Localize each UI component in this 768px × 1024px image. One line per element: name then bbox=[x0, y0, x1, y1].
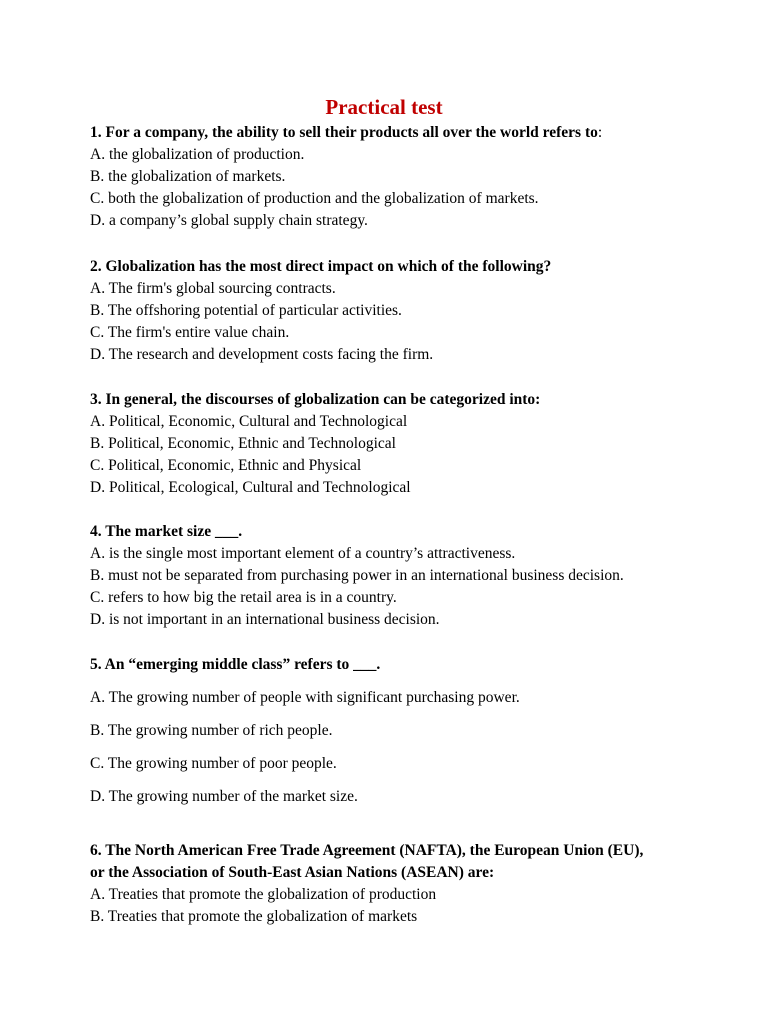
answer-option: B. The offshoring potential of particular activities. bbox=[90, 302, 402, 319]
answer-option: D. The research and development costs facing the firm. bbox=[90, 346, 434, 363]
answer-option: D. is not important in an international business decision. bbox=[90, 611, 440, 628]
question-stem-line-2: or the Association of South-East Asian Nations (ASEAN) are: bbox=[90, 864, 495, 881]
answer-option: A. Political, Economic, Cultural and Technological bbox=[90, 413, 408, 430]
answer-option: B. Treaties that promote the globalization of markets bbox=[90, 908, 418, 925]
answer-option: B. the globalization of markets. bbox=[90, 168, 286, 185]
question-3 bbox=[90, 389, 710, 499]
answer-option: C. The growing number of poor people. bbox=[90, 755, 337, 772]
answer-option: B. Political, Economic, Ethnic and Technological bbox=[90, 435, 396, 452]
answer-option: C. The firm's entire value chain. bbox=[90, 324, 290, 341]
answer-option: C. both the globalization of production and the globalization of markets. bbox=[90, 190, 539, 207]
page-title: Practical test bbox=[325, 95, 443, 119]
answer-option: C. Political, Economic, Ethnic and Physical bbox=[90, 457, 362, 474]
answer-option: D. a company’s global supply chain strategy. bbox=[90, 212, 368, 229]
question-stem: 4. The market size ___. bbox=[90, 523, 243, 540]
question-6 bbox=[90, 840, 730, 928]
question-stem-line-1: 6. The North American Free Trade Agreement (NAFTA), the European Union (EU), bbox=[90, 842, 644, 859]
answer-option: B. must not be separated from purchasing power in an international business decision. bbox=[90, 567, 624, 584]
question-1 bbox=[90, 122, 710, 232]
question-stem bbox=[90, 122, 710, 144]
question-4 bbox=[90, 521, 710, 631]
answer-option: D. Political, Ecological, Cultural and Technological bbox=[90, 479, 411, 496]
question-2 bbox=[90, 256, 710, 366]
answer-option: A. The growing number of people with significant purchasing power. bbox=[90, 689, 520, 706]
question-stem-text: 1. For a company, the ability to sell their products all over the world refers to bbox=[90, 124, 598, 141]
answer-option: B. The growing number of rich people. bbox=[90, 722, 333, 739]
answer-option: A. The firm's global sourcing contracts. bbox=[90, 280, 336, 297]
question-stem: 3. In general, the discourses of globalization can be categorized into: bbox=[90, 391, 541, 408]
question-5 bbox=[90, 654, 710, 808]
question-stem: 2. Globalization has the most direct impact on which of the following? bbox=[90, 258, 552, 275]
answer-option: A. the globalization of production. bbox=[90, 146, 305, 163]
answer-option: D. The growing number of the market size. bbox=[90, 788, 358, 805]
question-stem-suffix: : bbox=[597, 124, 603, 141]
answer-option: C. refers to how big the retail area is in a country. bbox=[90, 589, 397, 606]
answer-option: A. Treaties that promote the globalization of production bbox=[90, 886, 437, 903]
answer-option: A. is the single most important element of a country’s attractiveness. bbox=[90, 545, 516, 562]
question-stem: 5. An “emerging middle class” refers to ___. bbox=[90, 656, 381, 673]
